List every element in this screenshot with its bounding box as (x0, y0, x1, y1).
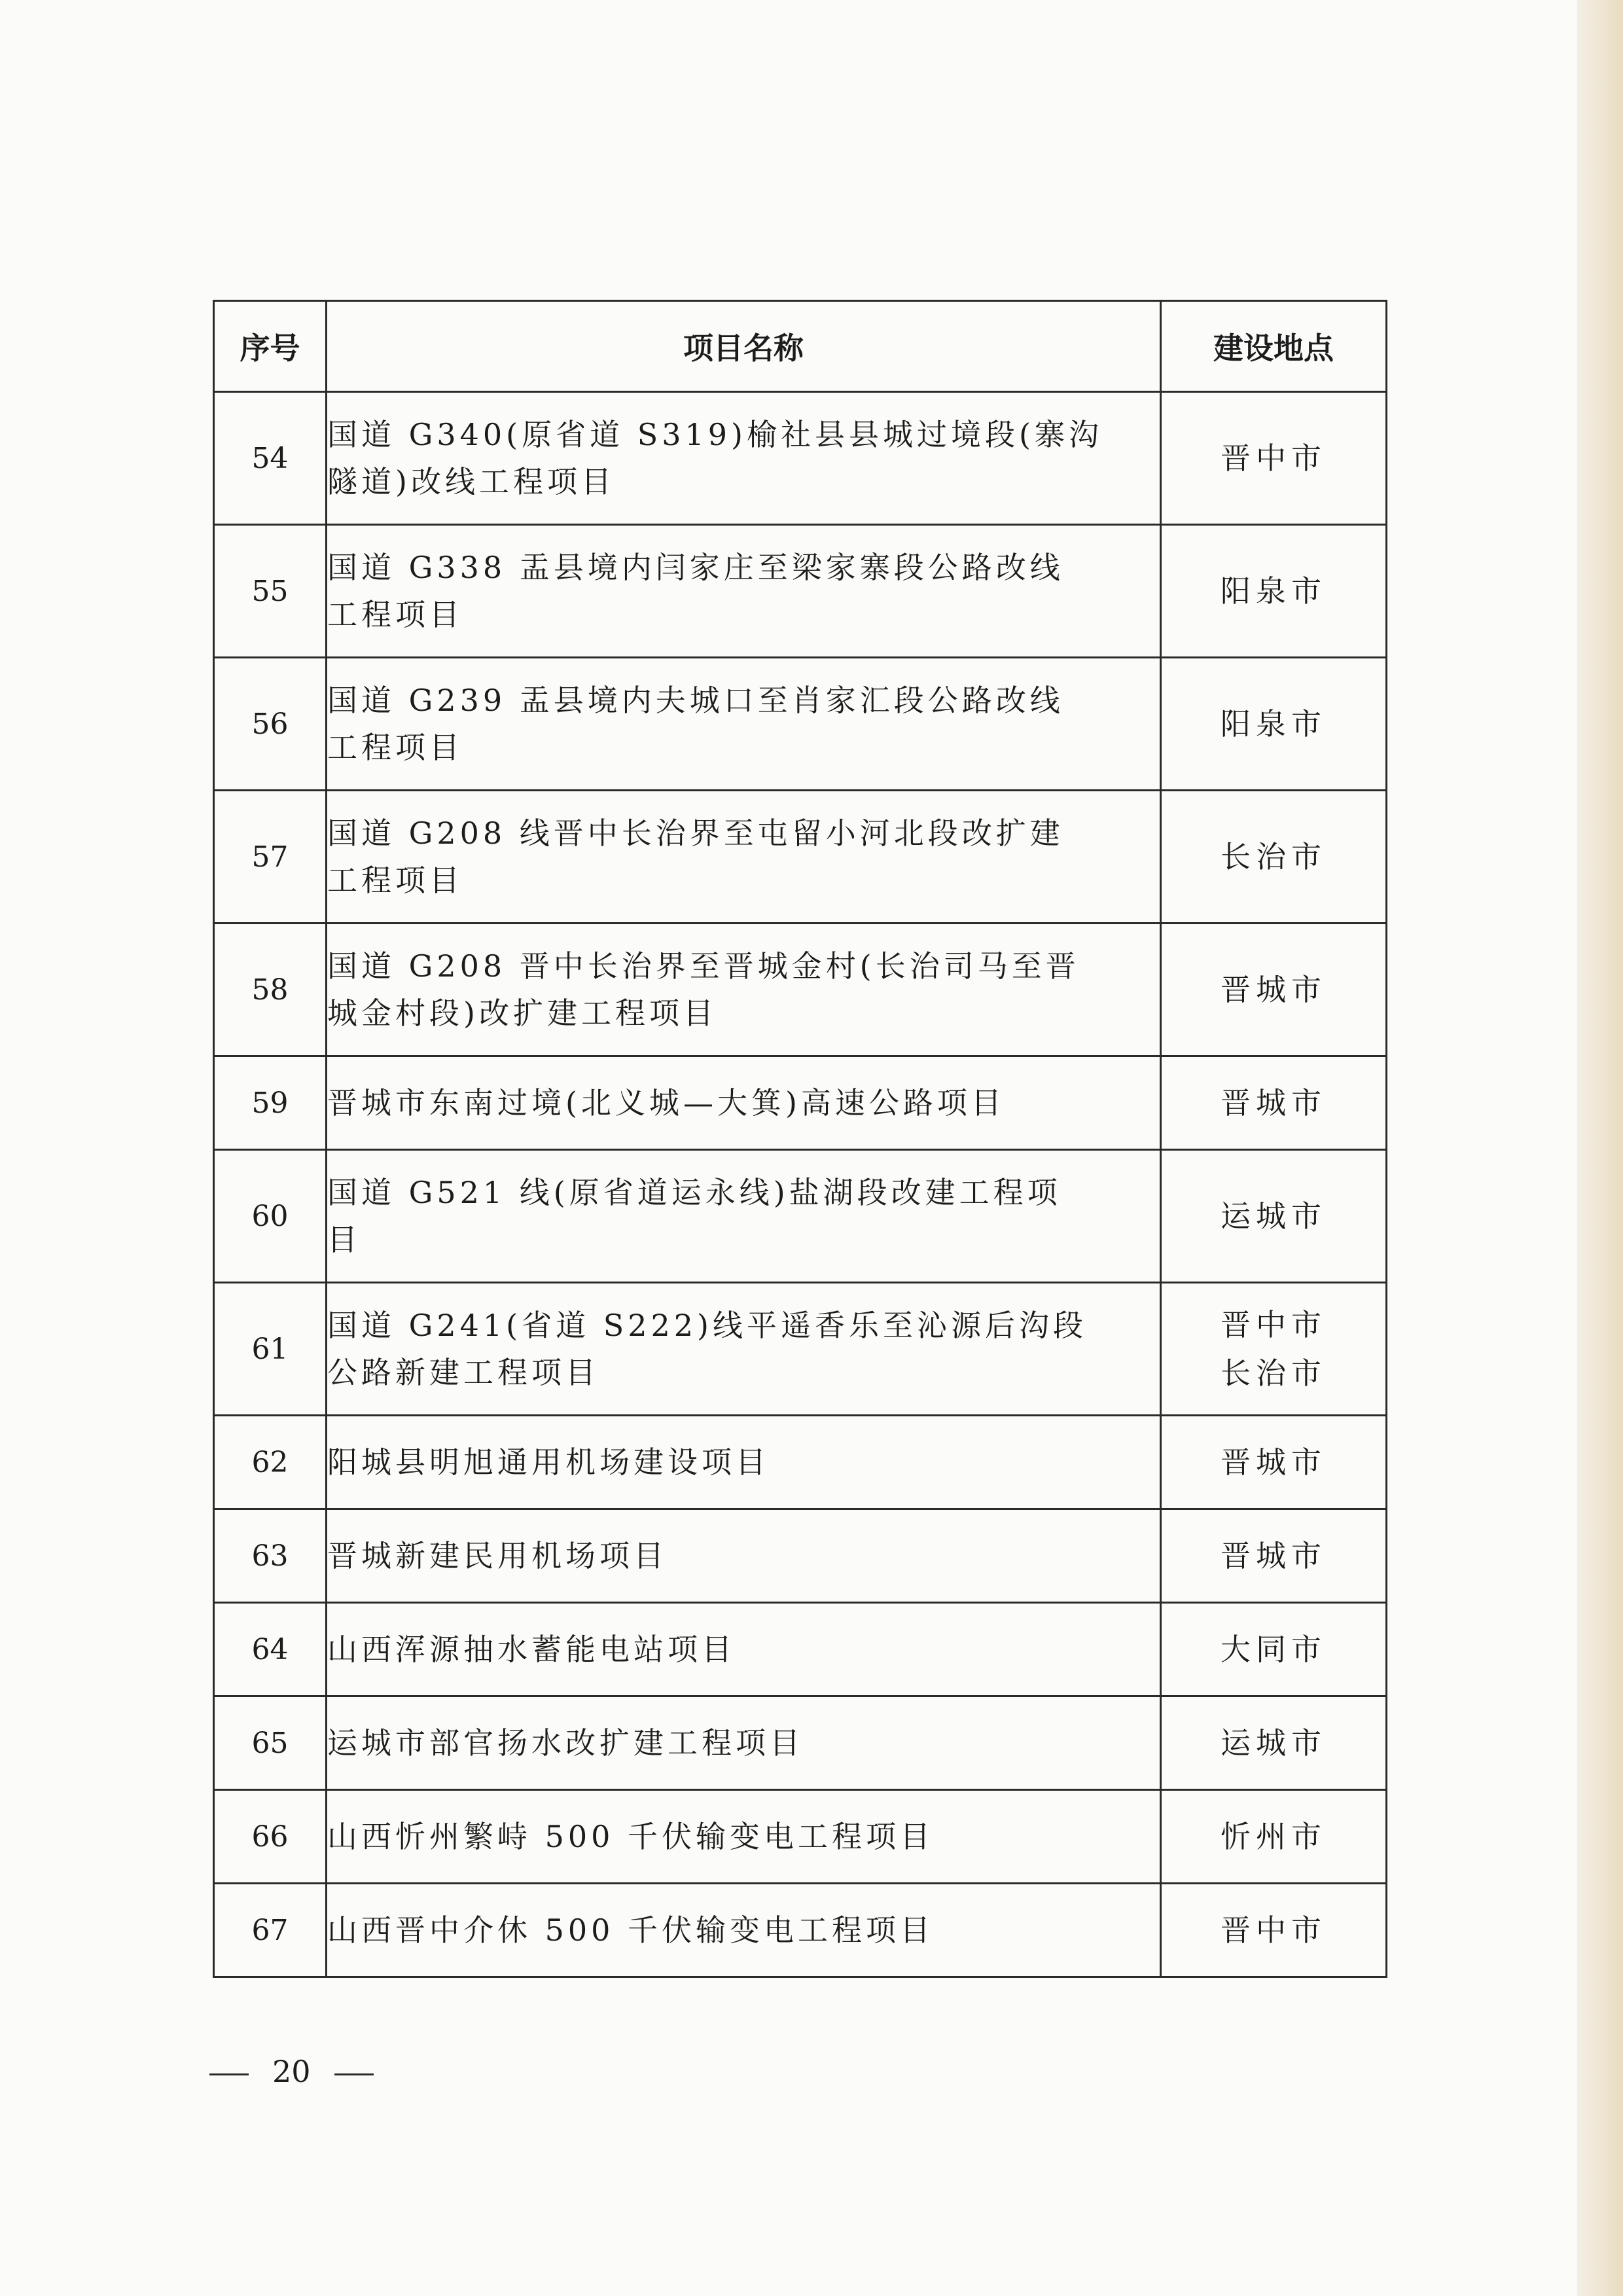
name-line: 国道 G208 线晋中长治界至屯留小河北段改扩建 (327, 816, 1064, 851)
row-location (1161, 1696, 1387, 1790)
table-row (214, 1696, 1387, 1790)
table-row (214, 924, 1387, 1056)
row-no: 58 (214, 924, 327, 1056)
row-name (327, 1056, 1161, 1150)
name-line: 山西忻州繁峙 500 千伏输变电工程项目 (327, 1819, 935, 1854)
row-no: 62 (214, 1416, 327, 1509)
row-location (1161, 1056, 1387, 1150)
page-edge-shadow (1577, 0, 1623, 2296)
location-line: 运城市 (1221, 1725, 1327, 1761)
name-line: 山西浑源抽水蓄能电站项目 (327, 1632, 736, 1667)
row-no: 67 (214, 1884, 327, 1977)
row-name (327, 1884, 1161, 1977)
table-row (214, 1150, 1387, 1283)
location-line: 运城市 (1221, 1198, 1327, 1234)
table-row (214, 791, 1387, 924)
name-line: 国道 G521 线(原省道运永线)盐湖段改建工程项 (327, 1175, 1061, 1210)
row-no: 54 (214, 392, 327, 525)
name-line: 隧道)改线工程项目 (327, 464, 615, 499)
name-line: 国道 G338 盂县境内闫家庄至梁家寨段公路改线 (327, 550, 1064, 585)
row-name (327, 1283, 1161, 1416)
row-location (1161, 1884, 1387, 1977)
row-no: 61 (214, 1283, 327, 1416)
name-line: 工程项目 (327, 863, 463, 898)
table-row (214, 1790, 1387, 1884)
table-row (214, 525, 1387, 658)
row-no: 64 (214, 1603, 327, 1696)
row-location (1161, 1509, 1387, 1603)
location-line: 晋中市 (1221, 1307, 1327, 1342)
row-location (1161, 1603, 1387, 1696)
name-line: 国道 G340(原省道 S319)榆社县县城过境段(寨沟 (327, 417, 1103, 452)
location-line: 晋城市 (1221, 972, 1327, 1007)
name-line: 国道 G241(省道 S222)线平遥香乐至沁源后沟段 (327, 1308, 1087, 1343)
location-line: 大同市 (1221, 1632, 1327, 1667)
footer-dash-left (209, 2073, 249, 2075)
name-line: 城金村段)改扩建工程项目 (327, 996, 717, 1031)
row-name (327, 658, 1161, 791)
name-line: 晋城新建民用机场项目 (327, 1538, 668, 1573)
row-location (1161, 1790, 1387, 1884)
table-row (214, 1056, 1387, 1150)
location-line: 阳泉市 (1221, 706, 1327, 742)
row-name (327, 791, 1161, 924)
name-line: 目 (327, 1222, 361, 1257)
row-no: 55 (214, 525, 327, 658)
row-name (327, 1416, 1161, 1509)
name-line: 工程项目 (327, 597, 463, 632)
row-name (327, 525, 1161, 658)
row-location (1161, 658, 1387, 791)
header-location: 建设地点 (1161, 301, 1387, 392)
row-location (1161, 525, 1387, 658)
name-line: 公路新建工程项目 (327, 1355, 599, 1390)
name-line: 阳城县明旭通用机场建设项目 (327, 1444, 770, 1480)
location-line: 长治市 (1221, 1355, 1327, 1391)
row-location (1161, 1150, 1387, 1283)
table-row (214, 392, 1387, 525)
name-line: 工程项目 (327, 730, 463, 765)
row-location (1161, 1416, 1387, 1509)
row-name (327, 1509, 1161, 1603)
table-row (214, 658, 1387, 791)
row-no: 66 (214, 1790, 327, 1884)
name-line: 国道 G208 晋中长治界至晋城金村(长治司马至晋 (327, 948, 1080, 984)
row-location (1161, 392, 1387, 525)
name-line: 山西晋中介休 500 千伏输变电工程项目 (327, 1912, 935, 1948)
row-location (1161, 791, 1387, 924)
location-line: 忻州市 (1221, 1819, 1327, 1854)
location-line: 晋城市 (1221, 1085, 1327, 1121)
page-footer (209, 2049, 374, 2094)
table-row (214, 1509, 1387, 1603)
row-no: 59 (214, 1056, 327, 1150)
row-no: 60 (214, 1150, 327, 1283)
row-location (1161, 1283, 1387, 1416)
row-no: 65 (214, 1696, 327, 1790)
location-line: 晋中市 (1221, 440, 1327, 476)
row-name (327, 924, 1161, 1056)
row-location (1161, 924, 1387, 1056)
page-number: 20 (272, 2054, 311, 2089)
row-name (327, 1603, 1161, 1696)
row-no: 57 (214, 791, 327, 924)
row-name (327, 1696, 1161, 1790)
row-name (327, 1150, 1161, 1283)
name-line: 晋城市东南过境(北义城—大箕)高速公路项目 (327, 1085, 1005, 1121)
table-row (214, 1884, 1387, 1977)
row-no: 56 (214, 658, 327, 791)
table-row (214, 1283, 1387, 1416)
header-name: 项目名称 (327, 301, 1161, 392)
location-line: 晋中市 (1221, 1912, 1327, 1948)
header-no: 序号 (214, 301, 327, 392)
table-row (214, 1416, 1387, 1509)
location-line: 晋城市 (1221, 1444, 1327, 1480)
project-table (213, 300, 1387, 1978)
table-row (214, 1603, 1387, 1696)
name-line: 运城市部官扬水改扩建工程项目 (327, 1725, 804, 1761)
name-line: 国道 G239 盂县境内夫城口至肖家汇段公路改线 (327, 683, 1064, 718)
table-header-row (214, 301, 1387, 392)
location-line: 晋城市 (1221, 1538, 1327, 1573)
footer-dash-right (334, 2073, 374, 2075)
row-name (327, 1790, 1161, 1884)
row-no: 63 (214, 1509, 327, 1603)
location-line: 阳泉市 (1221, 573, 1327, 609)
location-line: 长治市 (1221, 839, 1327, 874)
row-name (327, 392, 1161, 525)
